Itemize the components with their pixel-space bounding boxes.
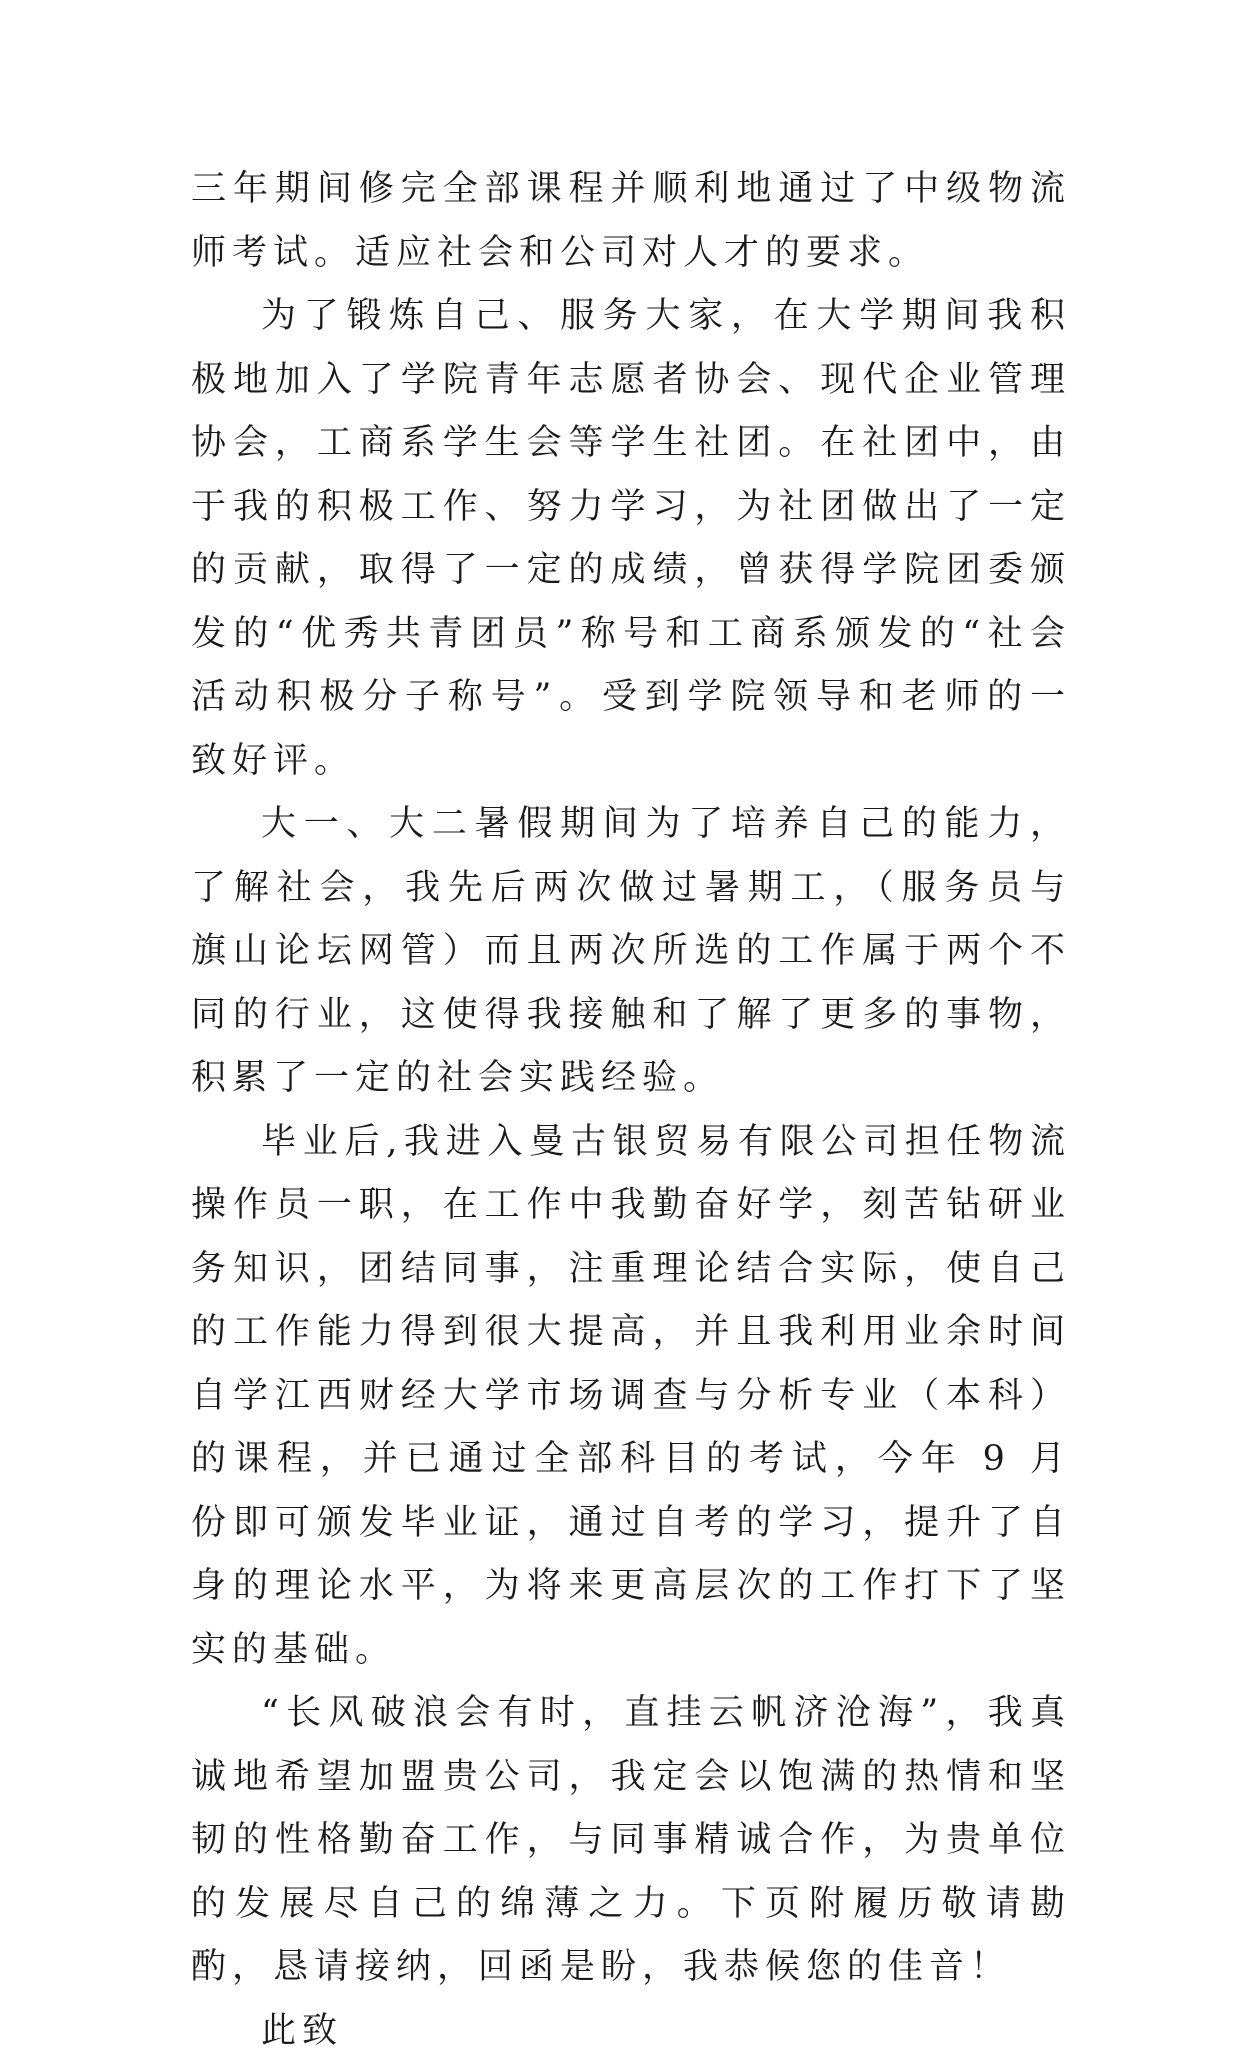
paragraph-course-completion: 三年期间修完全部课程并顺利地通过了中级物流师考试。适应社会和公司对人才的要求。 — [191, 158, 1071, 285]
paragraph-student-clubs: 为了锻炼自己、服务大家，在大学期间我积极地加入了学院青年志愿者协会、现代企业管理协会，工商系学生会等学生社团。在社团中，由于我的积极工作、努力学习，为社团做出了一定的贡献，取得了一定的成绩，曾获得学院团委颁发的“优秀共青团员”称号和工商系颁发的“社会活动积极分子称号”。受到学院领导和老师的一致好评。 — [191, 285, 1071, 793]
paragraph-closing-wish: “长风破浪会有时，直挂云帆济沧海”，我真诚地希望加盟贵公司，我定会以饱满的热情和坚韧的性格勤奋工作，与同事精诚合作，为贵单位的发展尽自己的绵薄之力。下页附履历敬请勘酌，恳请接纳，回函是盼，我恭候您的佳音！ — [191, 1682, 1071, 2000]
letter-body — [191, 158, 1071, 2063]
paragraph-employment: 毕业后,我进入曼古银贸易有限公司担任物流操作员一职，在工作中我勤奋好学，刻苦钻研业务知识，团结同事，注重理论结合实际，使自己的工作能力得到很大提高，并且我利用业余时间自学江西财经大学市场调查与分析专业（本科）的课程，并已通过全部科目的考试，今年 9 月份即可颁发毕业证，通过自考的学习，提升了自身的理论水平，为将来更高层次的工作打下了坚实的基础。 — [191, 1111, 1071, 1683]
paragraph-summer-work: 大一、大二暑假期间为了培养自己的能力，了解社会，我先后两次做过暑期工，（服务员与旗山论坛网管）而且两次所选的工作属于两个不同的行业，这使得我接触和了解了更多的事物，积累了一定的社会实践经验。 — [191, 793, 1071, 1111]
salutation-closing: 此致 — [191, 2000, 1071, 2063]
